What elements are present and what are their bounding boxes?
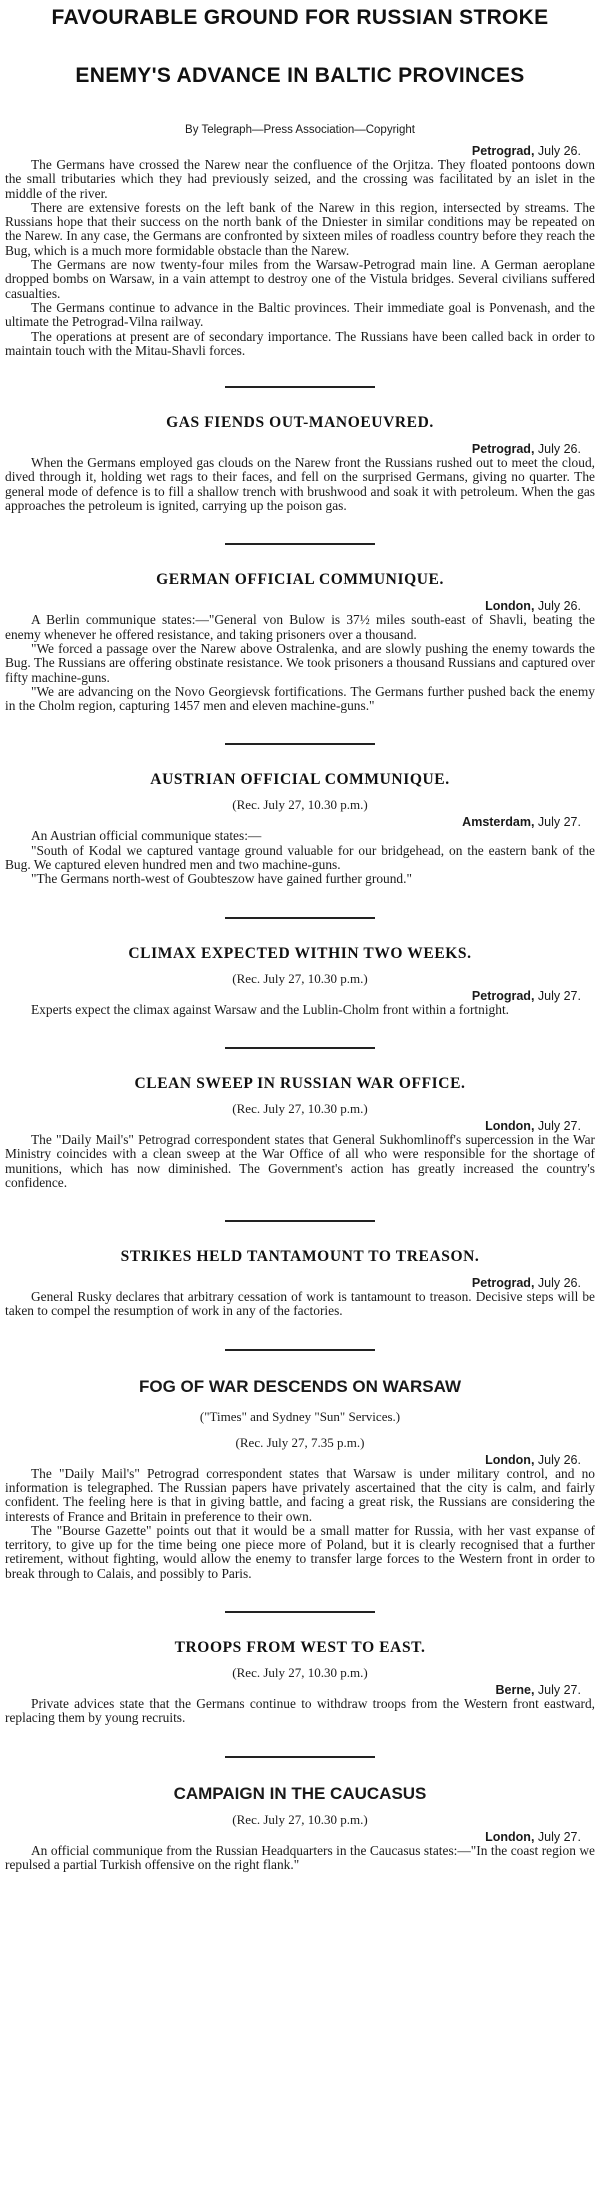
article — [5, 917, 595, 1017]
paragraph: Experts expect the climax against Warsaw and the Lublin-Cholm front within a fortnight. — [31, 1001, 510, 1017]
dateline — [5, 989, 595, 1003]
paragraph: The "Daily Mail's" Petrograd correspondent states that General Sukhomlinoff's supercession in the War Ministry coincides with a clean sweep at the War Office of all who were responsible for the shortage of munitions, which has now diminished. The Government's action has greatly increased the country's confidence. — [5, 1131, 595, 1190]
paragraph: General Rusky declares that arbitrary cessation of work is tantamount to treason. Decisive steps will be taken to compel the resumption of work in any of the factories. — [5, 1289, 595, 1319]
dateline-date: July 27. — [537, 1829, 581, 1844]
received-time: (Rec. July 27, 10.30 p.m.) — [232, 1100, 368, 1116]
dateline-place: Berne, — [495, 1683, 535, 1698]
article-heading: GERMAN OFFICIAL COMMUNIQUE. — [156, 571, 444, 589]
article-heading: CLEAN SWEEP IN RUSSIAN WAR OFFICE. — [134, 1074, 466, 1092]
articles-container — [5, 144, 595, 1872]
paragraph: The Germans are now twenty-four miles from the Warsaw-Petrograd main line. A German aeroplane dropped bombs on Warsaw, in a vain attempt to destroy one of the Vistula bridges. Several civilians suffered casualties. — [5, 257, 595, 301]
section-divider — [225, 543, 375, 545]
section-divider — [225, 743, 375, 745]
paragraph: "South of Kodal we captured vantage ground valuable for our bridgehead, on the eastern bank of the Bug. We captured eleven hundred men and two machine-guns. — [5, 842, 595, 873]
article — [5, 1047, 595, 1190]
dateline — [5, 144, 595, 158]
paragraph: When the Germans employed gas clouds on the Narew front the Russians rushed out to meet the cloud, dived through it, holding wet rags to their faces, and fell on the surprised Germans, giving no quarter. The general mode of defence is to fill a shallow trench with brushwood and soak it with petroleum. When the gas approaches the petroleum is ignited, carrying up the poison gas. — [5, 455, 595, 514]
paragraph: The Germans have crossed the Narew near the confluence of the Orjitza. They floated pontoons down the small tributaries which they had previously seized, and the crossing was facilitated by an islet in the middle of the river. — [5, 157, 595, 201]
paragraph: A Berlin communique states:—"General von Bulow is 37½ miles south-east of Shavli, beating the enemy whenever he offered resistance, and taking prisoners over a thousand. — [5, 612, 595, 642]
section-divider — [225, 1349, 375, 1351]
dateline-place: Petrograd, — [471, 144, 535, 158]
dateline — [5, 1453, 595, 1467]
section-divider — [225, 917, 375, 919]
article — [5, 743, 595, 886]
article-heading: CAMPAIGN IN THE CAUCASUS — [173, 1783, 427, 1803]
section-divider — [225, 1047, 375, 1049]
paragraph: The "Daily Mail's" Petrograd correspondent states that Warsaw is under military control, and no information is telegraphed. The Russian papers have privately ascertained that the city is calm, and fairly confident. The feeling here is that in giving battle, and facing a great risk, the Russians are considering the interests of France and Britain in preference to their own. — [5, 1465, 595, 1524]
article-heading: CLIMAX EXPECTED WITHIN TWO WEEKS. — [128, 944, 472, 962]
dateline — [5, 1683, 595, 1697]
dateline-place: London, — [485, 1118, 535, 1133]
services-credit: ("Times" and Sydney "Sun" Services.) — [199, 1408, 401, 1424]
dateline — [5, 1119, 595, 1133]
dateline-place: Petrograd, — [471, 1276, 535, 1291]
dateline — [5, 599, 595, 613]
article — [5, 1756, 595, 1873]
main-headline: FAVOURABLE GROUND FOR RUSSIAN STROKE — [51, 6, 549, 29]
dateline-date: July 27. — [537, 1683, 581, 1698]
dateline-date: July 26. — [537, 1452, 581, 1467]
dateline-place: London, — [485, 599, 535, 614]
paragraph: The "Bourse Gazette" points out that it would be a small matter for Russia, with her vast expanse of territory, to give up for the time being one piece more of Poland, but it is clearly recognised that a further retirement, without fighting, would allow the enemy to transfer large forces to the Western front in order to break through to Calais, and possibly to Paris. — [5, 1522, 595, 1581]
dateline-date: July 27. — [537, 815, 581, 830]
dateline — [5, 1276, 595, 1290]
paragraph: Private advices state that the Germans continue to withdraw troops from the Western front eastward, replacing them by young recruits. — [5, 1696, 595, 1726]
paragraph: "We forced a passage over the Narew above Ostralenka, and are slowly pushing the enemy towards the Bug. The Russians are offering obstinate resistance. We took prisoners a thousand Russians and captured over fifty machine-guns. — [5, 640, 595, 685]
dateline-place: London, — [485, 1452, 535, 1467]
paragraph: An official communique from the Russian Headquarters in the Caucasus states:—"In the coast region we repulsed a partial Turkish offensive on the right flank." — [5, 1842, 595, 1872]
byline: By Telegraph—Press Association—Copyright — [185, 124, 415, 136]
section-divider — [225, 386, 375, 388]
dateline-place: London, — [485, 1829, 535, 1844]
news-column — [5, 0, 595, 1872]
received-time: (Rec. July 27, 10.30 p.m.) — [232, 1665, 368, 1681]
dateline — [5, 815, 595, 829]
article-heading: STRIKES HELD TANTAMOUNT TO TREASON. — [120, 1248, 480, 1266]
received-time: (Rec. July 27, 7.35 p.m.) — [235, 1434, 365, 1450]
article-heading: TROOPS FROM WEST TO EAST. — [174, 1639, 426, 1657]
received-time: (Rec. July 27, 10.30 p.m.) — [232, 797, 368, 813]
paragraph: An Austrian official communique states:— — [31, 828, 262, 844]
article — [5, 386, 595, 513]
article — [5, 1220, 595, 1319]
sub-headline: ENEMY'S ADVANCE IN BALTIC PROVINCES — [75, 64, 525, 87]
section-divider — [225, 1756, 375, 1758]
dateline-date: July 26. — [537, 599, 581, 614]
dateline-date: July 26. — [537, 1276, 581, 1291]
article-heading: AUSTRIAN OFFICIAL COMMUNIQUE. — [150, 771, 450, 789]
article — [5, 1349, 595, 1581]
article — [5, 543, 595, 713]
article — [5, 144, 595, 358]
received-time: (Rec. July 27, 10.30 p.m.) — [232, 1811, 368, 1827]
article-heading: FOG OF WAR DESCENDS ON WARSAW — [138, 1376, 462, 1396]
dateline-place: Amsterdam, — [462, 815, 535, 830]
dateline — [5, 442, 595, 456]
paragraph: The operations at present are of secondary importance. The Russians have been called back in order to maintain touch with the Mitau-Shavli forces. — [5, 328, 595, 358]
dateline-place: Petrograd, — [471, 988, 535, 1003]
section-divider — [225, 1220, 375, 1222]
dateline-date: July 27. — [537, 1118, 581, 1133]
received-time: (Rec. July 27, 10.30 p.m.) — [232, 970, 368, 986]
dateline — [5, 1830, 595, 1844]
dateline-place: Petrograd, — [471, 442, 535, 457]
paragraph: "We are advancing on the Novo Georgievsk fortifications. The Germans further pushed back the enemy in the Cholm region, capturing 1457 men and eleven machine-guns." — [5, 683, 595, 714]
dateline-date: July 26. — [537, 144, 581, 158]
paragraph: "The Germans north-west of Goubteszow have gained further ground." — [31, 871, 412, 887]
dateline-date: July 27. — [537, 988, 581, 1003]
paragraph: There are extensive forests on the left bank of the Narew in this region, intersected by streams. The Russians hope that their success on the north bank of the Dniester in similar conditions may be repeated on the Narew. In any case, the Germans are confronted by sixteen miles of roadless country before they reach the Bug, which is a much more formidable obstacle than the Narew. — [5, 199, 595, 258]
article-heading: GAS FIENDS OUT-MANOEUVRED. — [166, 414, 434, 432]
article — [5, 1611, 595, 1726]
dateline-date: July 26. — [537, 442, 581, 457]
paragraph: The Germans continue to advance in the Baltic provinces. Their immediate goal is Ponvenash, and the ultimate the Petrograd-Vilna railway. — [5, 299, 595, 330]
section-divider — [225, 1611, 375, 1613]
